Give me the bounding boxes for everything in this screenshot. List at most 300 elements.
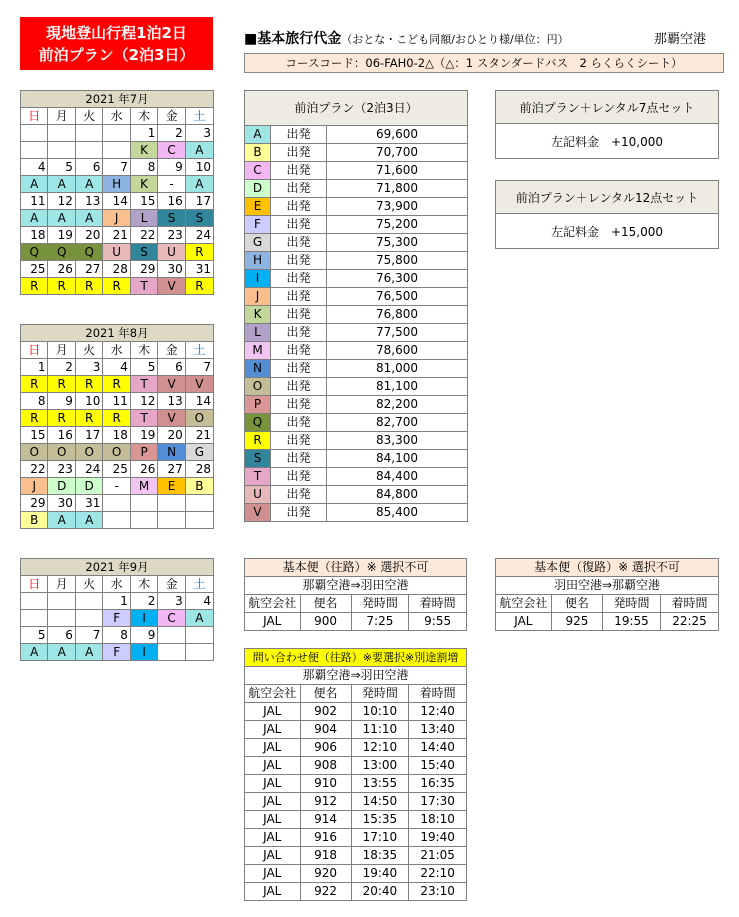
calendar-price-code: S [185,210,213,227]
calendar-day: 8 [130,159,157,176]
calendar-price-code: A [48,644,75,661]
depart-label: 出発 [271,198,327,216]
price-row [245,450,468,468]
calendar-price-code: O [21,444,48,461]
depart-label: 出発 [271,450,327,468]
calendar-code-row [21,176,214,193]
calendar-day: 20 [158,427,185,444]
flight-cell: JAL [245,883,301,901]
calendar-day: 31 [75,495,102,512]
calendar-price-code [75,610,102,627]
price-row [245,162,468,180]
calendar-day: 2 [158,125,185,142]
flight-column-header: 便名 [300,685,351,703]
calendar-price-code: A [75,644,102,661]
calendar-day: 28 [185,461,213,478]
flight-cell: 910 [300,775,351,793]
calendar-date-row [21,261,214,278]
calendar-day: 1 [21,359,48,376]
calendar-date-row [21,227,214,244]
calendar-day: 27 [75,261,102,278]
calendar-price-code: Q [75,244,102,261]
calendar-price-code: A [21,644,48,661]
flight-cell: JAL [245,775,301,793]
calendar-day: 19 [48,227,75,244]
flight-cell: 13:40 [409,721,467,739]
calendar-day: 13 [158,393,185,410]
calendar-price-code: A [75,210,102,227]
calendar-day: 3 [75,359,102,376]
calendar-price-code [158,644,185,661]
calendar-day: 4 [103,359,130,376]
flight-route: 羽田空港⇒那覇空港 [496,577,719,595]
calendar-day: 21 [103,227,130,244]
calendar-price-code: R [75,410,102,427]
calendar-price-code [75,142,102,159]
calendar-day [21,125,48,142]
price-value: 75,300 [327,234,468,252]
flight-column-header: 航空会社 [245,685,301,703]
flight-cell: 14:40 [409,739,467,757]
calendar-price-code: C [158,142,185,159]
calendar-day: 18 [103,427,130,444]
calendar-day: 29 [21,495,48,512]
flight-column-header: 便名 [300,595,351,613]
calendar-price-code: F [103,644,130,661]
price-value: 75,800 [327,252,468,270]
flight-cell: 23:10 [409,883,467,901]
calendar-day: 16 [158,193,185,210]
calendar-price-code: K [130,142,157,159]
calendar-day: 21 [185,427,213,444]
calendar-dow: 月 [48,342,75,359]
flight-table-title: 問い合わせ便（往路）※要選択※別途割増 [245,649,467,667]
calendar-day: 7 [75,627,102,644]
depart-label: 出発 [271,180,327,198]
flight-title-row [496,559,719,577]
calendar-code-row [21,278,214,295]
calendar-price-code: C [158,610,185,627]
course-code: コースコード：06-FAH0-2△（△：1 スタンダードバス 2 らくらくシート） [244,53,724,73]
calendar-code-row [21,410,214,427]
flight-cell: 11:10 [351,721,409,739]
price-value: 84,100 [327,450,468,468]
calendar-dow: 水 [103,108,130,125]
price-value: 73,900 [327,198,468,216]
flight-cell: JAL [245,703,301,721]
price-value: 76,500 [327,288,468,306]
flight-cell: JAL [245,829,301,847]
calendar-day: 6 [75,159,102,176]
price-row [245,414,468,432]
price-value: 76,800 [327,306,468,324]
depart-label: 出発 [271,288,327,306]
price-value: 81,100 [327,378,468,396]
calendar-price-code [130,512,157,529]
price-code: O [245,378,271,396]
calendar-july [20,90,214,295]
calendar-price-code: V [158,278,185,295]
calendar-day: 30 [158,261,185,278]
calendar-price-code: T [130,376,157,393]
calendar-day: 5 [21,627,48,644]
calendar-day: 15 [21,427,48,444]
calendar-august [20,324,214,529]
calendar-day: 24 [75,461,102,478]
calendar-day [103,495,130,512]
depart-label: 出発 [271,252,327,270]
flight-column-header: 発時間 [351,685,409,703]
flight-cell: 900 [300,613,351,631]
calendar-day: 4 [21,159,48,176]
calendar-price-code [185,512,213,529]
calendar-code-row [21,478,214,495]
calendar-code-row [21,644,214,661]
flight-cell: 906 [300,739,351,757]
flight-cell: 904 [300,721,351,739]
calendar-day [48,125,75,142]
calendar-date-row [21,427,214,444]
price-code: J [245,288,271,306]
calendar-day: 6 [48,627,75,644]
price-row [245,144,468,162]
calendar-day: 28 [103,261,130,278]
flight-row [245,829,467,847]
flight-cell: 908 [300,757,351,775]
calendar-dow: 土 [185,108,213,125]
calendar-price-code: O [185,410,213,427]
flight-cell: JAL [245,793,301,811]
calendar-dow: 日 [21,576,48,593]
price-code: H [245,252,271,270]
calendar-dow: 木 [130,108,157,125]
flight-cell: 922 [300,883,351,901]
price-code: E [245,198,271,216]
calendar-date-row [21,627,214,644]
calendar-dow: 土 [185,576,213,593]
price-row [245,252,468,270]
depart-label: 出発 [271,324,327,342]
calendar-price-code: P [130,444,157,461]
calendar-price-code: O [103,444,130,461]
calendar-day: 1 [103,593,130,610]
calendar-day: 24 [185,227,213,244]
calendar-dow: 金 [158,342,185,359]
price-row [245,432,468,450]
calendar-date-row [21,393,214,410]
calendar-day [103,125,130,142]
calendar-price-code: D [75,478,102,495]
calendar-title-row [21,325,214,342]
calendar-day [48,593,75,610]
flight-row [245,757,467,775]
price-row [245,306,468,324]
calendar-dow: 木 [130,576,157,593]
calendar-day: 8 [103,627,130,644]
calendar-day [130,495,157,512]
calendar-price-code: G [185,444,213,461]
calendar-day: 27 [158,461,185,478]
calendar-title-row [21,559,214,576]
flight-row [245,883,467,901]
calendar-price-code: R [48,376,75,393]
calendar-price-code: R [75,278,102,295]
depart-label: 出発 [271,504,327,522]
calendar-price-code: U [103,244,130,261]
calendar-date-row [21,359,214,376]
flight-column-header-row [496,595,719,613]
calendar-price-code: J [21,478,48,495]
rental7-table [495,90,719,159]
calendar-price-code: R [185,278,213,295]
flight-cell: 16:35 [409,775,467,793]
calendar-price-code: V [158,376,185,393]
calendar-day: 2 [48,359,75,376]
price-row [245,126,468,144]
calendar-price-code [21,142,48,159]
price-heading [244,28,569,48]
calendar-dow-row [21,342,214,359]
price-value: 81,000 [327,360,468,378]
flight-cell: JAL [245,865,301,883]
calendar-dow: 火 [75,108,102,125]
flight-row [245,865,467,883]
flight-cell: 12:40 [409,703,467,721]
calendar-date-row [21,193,214,210]
calendar-day: 2 [130,593,157,610]
title-line1: 現地登山行程1泊2日 [46,23,187,42]
calendar-date-row [21,495,214,512]
calendar-price-code: D [48,478,75,495]
flight-column-header: 航空会社 [245,595,301,613]
calendar-title-row [21,91,214,108]
calendar-day: 5 [48,159,75,176]
calendar-day: 5 [130,359,157,376]
calendar-dow: 日 [21,108,48,125]
flight-row [245,613,467,631]
price-value: 71,800 [327,180,468,198]
depart-label: 出発 [271,396,327,414]
price-header-row [245,91,468,126]
calendar-day: 12 [48,193,75,210]
price-row [245,234,468,252]
calendar-code-row [21,444,214,461]
flight-cell: JAL [245,721,301,739]
flight-cell: 914 [300,811,351,829]
price-table-header: 前泊プラン（2泊3日） [245,91,468,126]
calendar-day: 25 [21,261,48,278]
flight-cell: 10:10 [351,703,409,721]
calendar-price-code [158,512,185,529]
calendar-day: 15 [130,193,157,210]
flight-cell: 920 [300,865,351,883]
inquiry-flight-table [244,648,467,901]
calendar-day: 25 [103,461,130,478]
flight-cell: 15:40 [409,757,467,775]
calendar-dow: 月 [48,576,75,593]
price-code: Q [245,414,271,432]
calendar-day [185,627,213,644]
calendar-dow: 水 [103,576,130,593]
calendar-price-code [21,610,48,627]
depart-label: 出発 [271,216,327,234]
calendar-day [75,593,102,610]
price-code: V [245,504,271,522]
calendar-day: 16 [48,427,75,444]
price-value: 70,700 [327,144,468,162]
calendar-price-code: U [158,244,185,261]
flight-table-title: 基本便（往路）※ 選択不可 [245,559,467,577]
calendar-day: 3 [185,125,213,142]
flight-cell: 20:40 [351,883,409,901]
calendar-price-code: S [130,244,157,261]
calendar-day: 1 [130,125,157,142]
flight-column-header: 着時間 [409,595,467,613]
flight-row [245,721,467,739]
depart-label: 出発 [271,432,327,450]
calendar-price-code [185,644,213,661]
calendar-price-code: - [158,176,185,193]
flight-cell: 18:10 [409,811,467,829]
flight-route: 那覇空港⇒羽田空港 [245,667,467,685]
calendar-dow: 月 [48,108,75,125]
calendar-price-code: R [103,278,130,295]
price-code: P [245,396,271,414]
calendar-day: 7 [185,359,213,376]
flight-route-row [245,667,467,685]
calendar-day: 9 [158,159,185,176]
price-value: 82,700 [327,414,468,432]
price-value: 76,300 [327,270,468,288]
calendar-price-code: T [130,410,157,427]
calendar-price-code: V [158,410,185,427]
calendar-price-code: A [185,176,213,193]
calendar-dow: 金 [158,576,185,593]
calendar-price-code: Q [21,244,48,261]
flight-cell: 912 [300,793,351,811]
calendar-price-code: H [103,176,130,193]
flight-cell: 19:40 [409,829,467,847]
flight-column-header: 発時間 [351,595,409,613]
calendar-day: 26 [48,261,75,278]
price-value: 71,600 [327,162,468,180]
price-code: S [245,450,271,468]
calendar-title: 2021 年9月 [21,559,214,576]
return-flight-table [495,558,719,631]
price-heading-sub: （おとな・こども同額/おひとり様/単位：円） [341,33,569,46]
flight-route: 那覇空港⇒羽田空港 [245,577,467,595]
price-row [245,324,468,342]
rental7-value: 左記料金 +10,000 [496,124,719,159]
depart-label: 出発 [271,342,327,360]
calendar-price-code: E [158,478,185,495]
price-code: M [245,342,271,360]
calendar-day: 11 [103,393,130,410]
flight-route-row [496,577,719,595]
price-heading-main: ■基本旅行代金 [244,31,342,47]
price-code: C [245,162,271,180]
price-value: 78,600 [327,342,468,360]
price-code: T [245,468,271,486]
depart-label: 出発 [271,162,327,180]
depart-label: 出発 [271,144,327,162]
calendar-day: 9 [48,393,75,410]
calendar-price-code: B [21,512,48,529]
flight-route-row [245,577,467,595]
calendar-price-code: R [21,410,48,427]
calendar-price-code: A [75,512,102,529]
calendar-price-code: B [185,478,213,495]
calendar-price-code: A [21,210,48,227]
calendar-day: 9 [130,627,157,644]
flight-cell: 17:10 [351,829,409,847]
flight-cell: 19:40 [351,865,409,883]
calendar-day: 10 [75,393,102,410]
flight-row [496,613,719,631]
calendar-day: 18 [21,227,48,244]
rental12-header: 前泊プラン＋レンタル12点セット [496,181,719,214]
flight-cell: JAL [245,847,301,865]
price-value: 84,400 [327,468,468,486]
calendar-day: 10 [185,159,213,176]
price-row [245,180,468,198]
price-code: B [245,144,271,162]
flight-cell: 916 [300,829,351,847]
depart-label: 出発 [271,468,327,486]
outbound-flight-table [244,558,467,631]
calendar-price-code: L [130,210,157,227]
flight-column-header: 発時間 [603,595,661,613]
calendar-dow: 木 [130,342,157,359]
calendar-day: 17 [185,193,213,210]
calendar-price-code: J [103,210,130,227]
flight-row [245,847,467,865]
price-value: 82,200 [327,396,468,414]
depart-label: 出発 [271,378,327,396]
calendar-price-code: I [130,610,157,627]
calendar-day [158,495,185,512]
calendar-day: 23 [48,461,75,478]
price-value: 69,600 [327,126,468,144]
calendar-date-row [21,125,214,142]
calendar-day: 14 [103,193,130,210]
price-code: I [245,270,271,288]
calendar-price-code: Q [48,244,75,261]
calendar-day: 26 [130,461,157,478]
calendar-price-code: F [103,610,130,627]
flight-cell: 13:00 [351,757,409,775]
calendar-day: 6 [158,359,185,376]
price-code: A [245,126,271,144]
calendar-day [185,495,213,512]
price-code: G [245,234,271,252]
flight-title-row [245,649,467,667]
calendar-date-row [21,593,214,610]
flight-cell: 18:35 [351,847,409,865]
calendar-price-code: T [130,278,157,295]
flight-cell: 21:05 [409,847,467,865]
flight-cell: 918 [300,847,351,865]
price-row [245,468,468,486]
flight-row [245,739,467,757]
price-row [245,378,468,396]
calendar-price-code: R [103,410,130,427]
calendar-code-row [21,210,214,227]
price-row [245,216,468,234]
flight-cell: 9:55 [409,613,467,631]
calendar-price-code: K [130,176,157,193]
calendar-price-code: O [75,444,102,461]
